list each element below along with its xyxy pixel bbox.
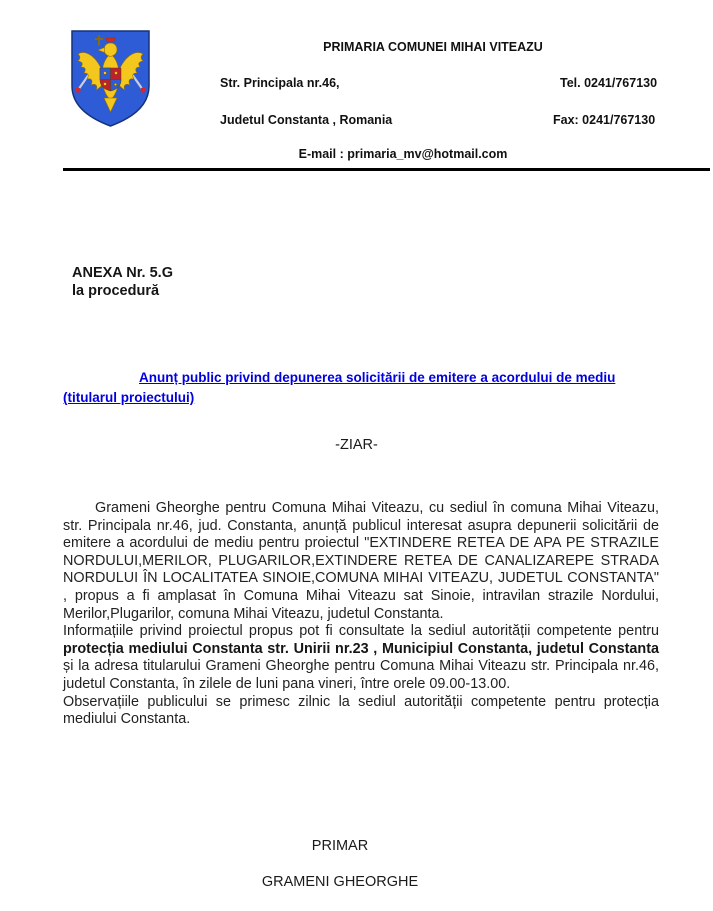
letterhead-county: Judetul Constanta , Romania (220, 113, 393, 127)
body-paragraph: Informațiile privind proiectul propus pot fi consultate la sediul autorității competente pentru protecția mediului Constanta str. Unirii nr.23 , Municipiul Constanta, judetul Constanta și la adresa titularului Grameni Gheorghe pentru Comuna Mihai Viteazu str. Principala nr.46, judetul Constanta, în zilele de luni pana vineri, între orele 09.00-13.00. (63, 623, 659, 692)
signature-block (0, 838, 680, 890)
signature-name: GRAMENI GHEORGHE (261, 874, 419, 890)
body-paragraph: Observațiile publicului se primesc zilnic la sediul autorității competente pentru protecția mediului Constanta. (63, 693, 659, 728)
annex-block (72, 265, 173, 300)
crest-inner-shield (100, 68, 121, 91)
letterhead-email: E-mail : primaria_mv@hotmail.com (298, 147, 508, 161)
crest-sceptre-head (140, 87, 145, 92)
ziar-label: -ZIAR- (335, 437, 378, 453)
signature-role: PRIMAR (311, 838, 369, 854)
notice-body (63, 500, 659, 729)
body-paragraph: Grameni Gheorghe pentru Comuna Mihai Viteazu, cu sediul în comuna Mihai Viteazu, str. Principala nr.46, jud. Constanta, anunță publicul interesat asupra depunerii solicitării de emitere a acordului de mediu pentru proiectul "EXTINDERE RETEA DE APA PE STRAZILE NORDULUI,MERILOR, PLUGARILOR,EXTINDERE RETEA DE CANALIZAREPE STRADA NORDULUI ÎN LOCALITATEA SINOIE,COMUNA MIHAI VITEAZU, JUDETUL CONSTANTA" , propus a fi amplasat în Comuna Mihai Viteazu sat Sinoie, intravilan strazile Nordului, Merilor,Plugarilor, comuna Mihai Viteazu, judetul Constanta. (63, 500, 659, 622)
letterhead-phone: Tel. 0241/767130 (560, 76, 658, 90)
letterhead-title: PRIMARIA COMUNEI MIHAI VITEAZU (323, 40, 543, 54)
crest-sword-pommel (75, 87, 80, 92)
annex-number: ANEXA Nr. 5.G (72, 265, 173, 281)
letterhead-street: Str. Principala nr.46, (220, 76, 340, 90)
notice-title: Anunț public privind depunerea solicitării de emitere a acordului de mediu (titularul proiectului) (63, 370, 616, 405)
crest-crown (106, 38, 115, 42)
coat-of-arms-icon (68, 28, 153, 130)
annex-procedure: la procedură (72, 282, 160, 299)
letterhead-divider (63, 168, 710, 171)
letterhead-fax: Fax: 0241/767130 (553, 113, 656, 127)
